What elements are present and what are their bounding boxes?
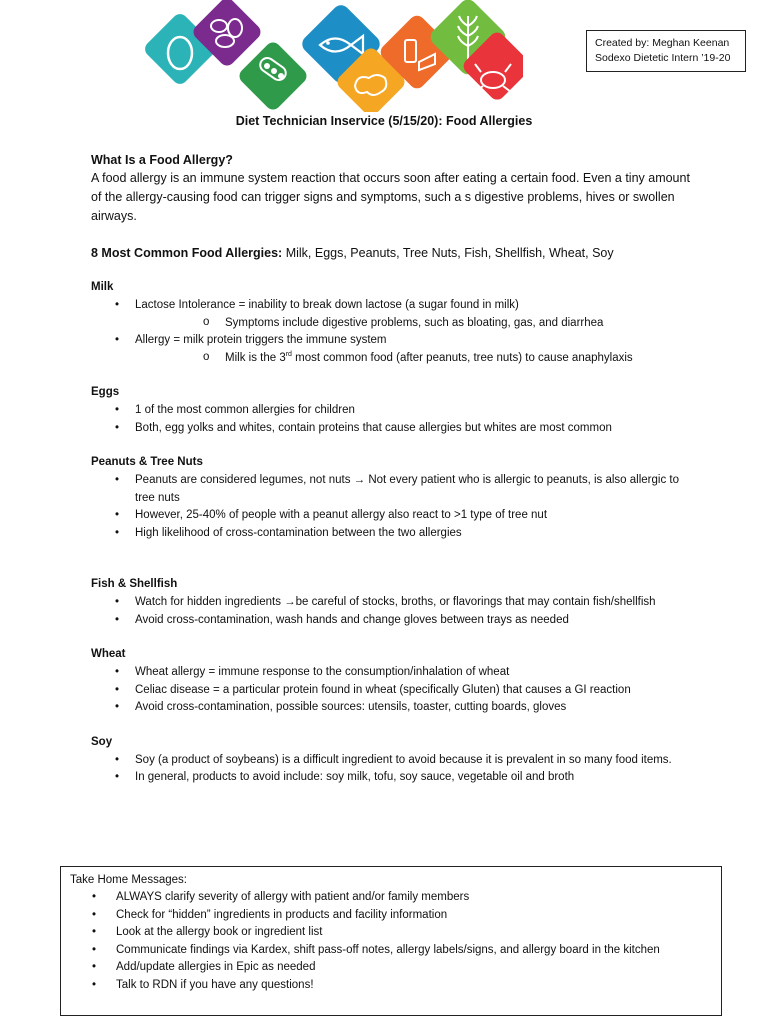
milk-sub-bullet-2: o Milk is the 3rd most common food (after peanuts, tree nuts) to cause anaphylaxis xyxy=(135,350,691,368)
wheat-bullet-3: • Avoid cross-contamination, possible sources: utensils, toaster, cutting boards, gloves xyxy=(91,699,691,717)
milk-bullet-2: Allergy = milk protein triggers the immune system xyxy=(135,334,387,346)
page-title: Diet Technician Inservice (5/15/20): Food Allergies xyxy=(235,114,533,128)
wheat-list xyxy=(91,664,691,717)
list-item xyxy=(91,332,691,367)
wheat-bullet-2: • Celiac disease = a particular protein found in wheat (specifically Gluten) that causes a GI reaction xyxy=(91,682,691,700)
section-wheat-title: Wheat xyxy=(91,648,126,660)
document-body xyxy=(91,152,691,787)
fish-list xyxy=(91,594,691,629)
section-peanuts-title: Peanuts & Tree Nuts xyxy=(91,456,203,468)
section-milk-title: Milk xyxy=(91,281,114,293)
list-item xyxy=(91,297,691,332)
intro-paragraph: A food allergy is an immune system reaction that occurs soon after eating a certain food. Even a tiny amount of the allergy-causing food can trigger signs and symptoms, such a s digestive problems, hives or swollen airways. xyxy=(91,171,690,223)
soybean-icon xyxy=(236,39,310,112)
author-name: Created by: Meghan Keenan xyxy=(595,37,730,49)
common-allergies-label: 8 Most Common Food Allergies: xyxy=(91,246,283,260)
peanuts-bullet-2: • However, 25-40% of people with a peanut allergy also react to >1 type of tree nut xyxy=(91,507,691,525)
soy-bullet-1: • Soy (a product of soybeans) is a difficult ingredient to avoid because it is prevalent in so many food items. xyxy=(91,752,691,770)
take-home-item: • ALWAYS clarify severity of allergy with patient and/or family members xyxy=(70,889,713,907)
section-soy-title: Soy xyxy=(91,735,113,748)
soy-bullet-2: • In general, products to avoid include: soy milk, tofu, soy sauce, vegetable oil and broth xyxy=(91,769,691,787)
take-home-item: • Talk to RDN if you have any questions! xyxy=(70,977,713,995)
milk-sub-bullet-1: o Symptoms include digestive problems, such as bloating, gas, and diarrhea xyxy=(135,315,691,333)
allergen-icons-banner xyxy=(143,0,523,112)
section-fish-title: Fish & Shellfish xyxy=(91,578,178,590)
take-home-item: • Add/update allergies in Epic as needed xyxy=(70,959,713,977)
fish-bullet-1: • Watch for hidden ingredients →be careful of stocks, broths, or flavorings that may contain fish/shellfish xyxy=(91,594,691,612)
section-eggs-title: Eggs xyxy=(91,386,120,398)
take-home-title: Take Home Messages: xyxy=(70,874,187,886)
wheat-bullet-1: • Wheat allergy = immune response to the consumption/inhalation of wheat xyxy=(91,664,691,682)
common-allergies-list: Milk, Eggs, Peanuts, Tree Nuts, Fish, Shellfish, Wheat, Soy xyxy=(282,246,614,260)
take-home-list xyxy=(70,889,713,994)
common-allergies-line xyxy=(91,244,691,263)
soy-list xyxy=(91,752,691,787)
milk-bullet-1: Lactose Intolerance = inability to break down lactose (a sugar found in milk) xyxy=(135,299,519,311)
take-home-item: • Look at the allergy book or ingredient list xyxy=(70,924,713,942)
eggs-bullet-1: • 1 of the most common allergies for children xyxy=(91,402,691,420)
milk-list xyxy=(91,297,691,367)
eggs-bullet-2: • Both, egg yolks and whites, contain proteins that cause allergies but whites are most common xyxy=(91,420,691,438)
take-home-item: • Check for “hidden” ingredients in products and facility information xyxy=(70,907,713,925)
intro-heading: What Is a Food Allergy? xyxy=(91,153,233,167)
fish-bullet-2: • Avoid cross-contamination, wash hands and change gloves between trays as needed xyxy=(91,612,691,630)
peanuts-bullet-1: • Peanuts are considered legumes, not nuts → Not every patient who is allergic to peanuts, is also allergic to tree nuts xyxy=(91,472,691,507)
take-home-item: • Communicate findings via Kardex, shift pass-off notes, allergy labels/signs, and allergy board in the kitchen xyxy=(70,942,713,960)
author-credit-box xyxy=(586,30,746,72)
author-affiliation: Sodexo Dietetic Intern ’19-20 xyxy=(595,52,731,64)
peanuts-bullet-3: • High likelihood of cross-contamination between the two allergies xyxy=(91,525,691,543)
eggs-list xyxy=(91,402,691,437)
peanuts-list xyxy=(91,472,691,542)
take-home-messages-box xyxy=(60,866,722,1016)
